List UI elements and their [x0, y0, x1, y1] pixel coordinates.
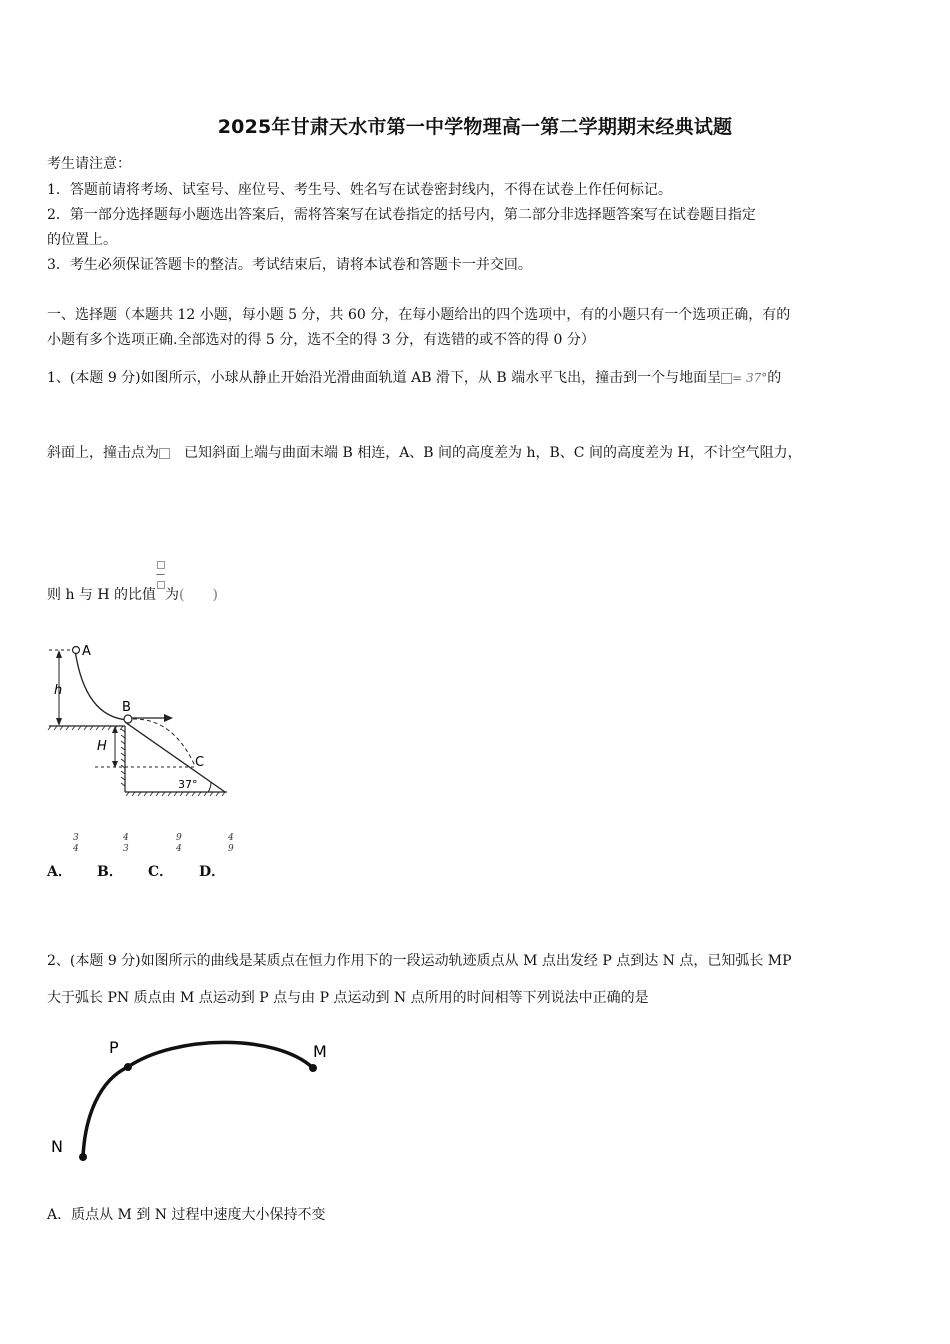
q1-angle-arc: [208, 782, 211, 792]
notice-item-2-cont: 的位置上。: [47, 232, 117, 248]
point-placeholder-icon: [159, 448, 170, 459]
q1-figure: [45, 638, 235, 800]
q2-stem-line2: 大于弧长 PN 质点由 M 点运动到 P 点与由 P 点运动到 N 点所用的时间相等下列说法中正确的是: [47, 990, 649, 1006]
q2-point-m: [309, 1064, 317, 1072]
q2-trajectory: [83, 1042, 313, 1157]
ratio-placeholder-icon: —: [156, 560, 165, 590]
section-instructions-line2: 小题有多个选项正确.全部选对的得 5 分，选不全的得 3 分，有选错的或不答的得 0 分）: [47, 332, 595, 348]
q1-incline: [125, 722, 225, 792]
q1-text-3b: 为: [165, 587, 180, 603]
q2-label-p: P: [109, 1038, 119, 1057]
q1-ball-a: [73, 647, 80, 654]
q1-label-angle: 37°: [178, 778, 198, 791]
q1-angle-expr: = 37°: [732, 371, 768, 385]
q1-option-c-label[interactable]: C．: [148, 864, 174, 880]
q2-point-p: [124, 1063, 132, 1071]
q1-stem-line2: [47, 442, 802, 462]
notice-heading: 考生请注意：: [47, 156, 131, 172]
theta-placeholder-icon: [721, 373, 732, 384]
q1-text-1-end: 的: [767, 370, 782, 386]
q1-text-2b: 已知斜面上端与曲面末端 B 相连，A、B 间的高度差为 h，B、C 间的高度差为 H，不计空气阻力，: [184, 445, 802, 461]
section-instructions-line1: 一、选择题（本题共 12 小题，每小题 5 分，共 60 分，在每小题给出的四个选项中，有的小题只有一个选项正确，有的: [47, 307, 791, 323]
q1-option-d-label[interactable]: D．: [199, 864, 226, 880]
q1-options: [47, 833, 287, 883]
q1-option-a-label[interactable]: A．: [47, 864, 72, 880]
q1-label-H: H: [97, 739, 107, 754]
q1-text-3: 则 h 与 H 的比值: [47, 587, 157, 603]
q2-figure: [45, 1025, 345, 1170]
q2-point-n: [79, 1153, 87, 1161]
q1-label-c: C: [195, 755, 205, 770]
q1-text-1: 1、(本题 9 分)如图所示，小球从静止开始沿光滑曲面轨道 AB 滑下，从 B 端水平飞出，撞击到一个与地面呈: [47, 370, 722, 386]
q1-option-b-label[interactable]: B．: [97, 864, 123, 880]
q1-stem-line3: [47, 560, 218, 604]
notice-item-3: 3．考生必须保证答题卡的整洁。考试结束后，请将本试卷和答题卡一并交回。: [47, 257, 532, 273]
page-title: 2025年甘肃天水市第一中学物理高一第二学期期末经典试题: [217, 116, 733, 138]
q1-label-h: h: [54, 683, 63, 698]
q1-answer-paren: ( ): [179, 587, 218, 603]
notice-item-1: 1．答题前请将考场、试室号、座位号、考生号、姓名写在试卷密封线内，不得在试卷上作任何标记。: [47, 182, 672, 198]
q1-label-a: A: [82, 644, 91, 659]
q1-label-b: B: [122, 700, 131, 715]
notice-item-2: 2．第一部分选择题每小题选出答案后，需将答案写在试卷指定的括号内，第二部分非选择题答案写在试卷题目指定: [47, 207, 756, 223]
q2-option-a[interactable]: A．质点从 M 到 N 过程中速度大小保持不变: [47, 1207, 326, 1223]
q1-option-c-fraction: 9 4: [176, 833, 182, 854]
q1-text-2: 斜面上，撞击点为: [47, 445, 159, 461]
q2-label-n: N: [51, 1137, 63, 1156]
q2-stem-line1: 2、(本题 9 分)如图所示的曲线是某质点在恒力作用下的一段运动轨迹质点从 M 点出发经 P 点到达 N 点，已知弧长 MP: [47, 953, 792, 969]
q1-option-d-fraction: 4 9: [228, 833, 234, 854]
q1-option-b-fraction: 4 3: [123, 833, 129, 854]
q1-trajectory: [133, 719, 195, 766]
q1-curve-ab: [75, 650, 129, 720]
q2-label-m: M: [313, 1042, 327, 1061]
q1-stem-line1: [47, 367, 781, 387]
q1-option-a-fraction: 3 4: [73, 833, 79, 854]
